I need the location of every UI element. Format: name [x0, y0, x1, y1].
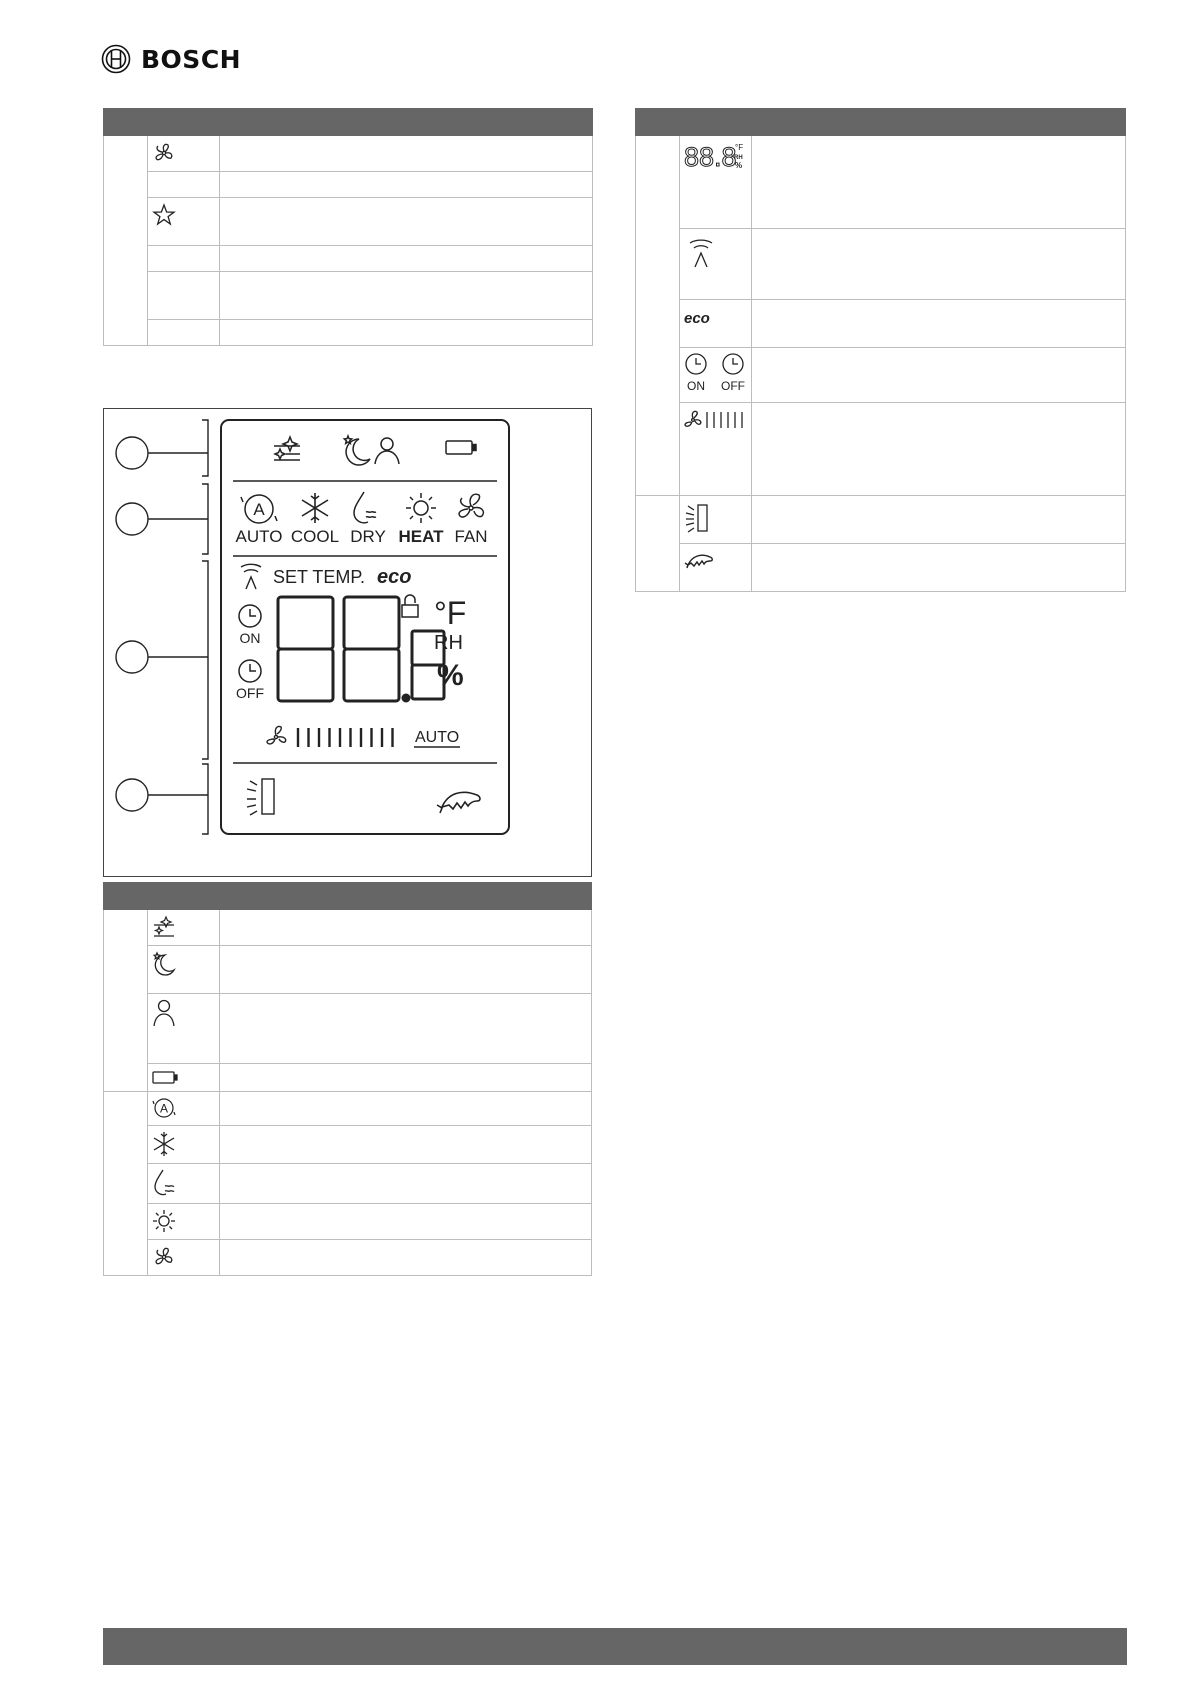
mode-label-auto: AUTO — [235, 527, 283, 546]
table-row — [104, 946, 592, 994]
auto-mode-icon — [241, 495, 277, 523]
snowflake-icon — [151, 1130, 177, 1158]
mode-label-cool: COOL — [290, 527, 340, 546]
fan-icon — [151, 140, 177, 166]
sun-icon — [151, 1208, 177, 1234]
table-row — [636, 544, 1126, 592]
lock-icon — [402, 595, 418, 617]
table-row — [104, 1064, 592, 1092]
group-cell — [104, 910, 148, 1092]
brand-logo — [101, 44, 241, 74]
sun-icon — [406, 493, 436, 523]
table-row — [104, 1204, 592, 1240]
light-icon — [247, 779, 274, 815]
fan-mode-icon — [459, 494, 483, 517]
auto-mode-icon — [151, 1096, 177, 1120]
callout-4 — [116, 764, 208, 834]
lcd-illustration — [104, 409, 591, 876]
group-cell — [104, 136, 148, 346]
symbol-table-bottom-left — [103, 882, 592, 1276]
small-unit-f: °F — [735, 143, 744, 152]
eco-label: eco — [377, 566, 412, 588]
group-cell — [636, 496, 680, 592]
table-row — [636, 348, 1126, 403]
table-row — [104, 1164, 592, 1204]
timer-on-label: ON — [239, 630, 261, 646]
svg-text:eco: eco — [684, 310, 710, 326]
table-row — [636, 136, 1126, 229]
unit-rh: RH — [434, 632, 463, 654]
table-row — [104, 910, 592, 946]
mode-label-fan: FAN — [454, 527, 488, 546]
table-row — [104, 272, 593, 320]
table-row — [104, 246, 593, 272]
small-unit-rh: RH — [734, 155, 743, 161]
mode-label-dry: DRY — [350, 527, 386, 546]
eco-icon — [683, 310, 715, 326]
dry-icon — [151, 1168, 177, 1198]
callout-2 — [116, 484, 208, 554]
table-header — [104, 109, 593, 136]
big-digits — [278, 597, 444, 701]
table-row — [104, 198, 593, 246]
ionizer-icon — [274, 437, 300, 460]
table-row — [104, 136, 593, 172]
table-row — [104, 1092, 592, 1126]
battery-icon — [151, 1068, 179, 1086]
table-row — [104, 1126, 592, 1164]
signal-icon — [686, 235, 716, 269]
mode-label-heat: HEAT — [398, 527, 444, 546]
table-row — [104, 1240, 592, 1276]
unit-percent: % — [437, 659, 464, 692]
table-row — [636, 300, 1126, 348]
small-unit-pct: % — [735, 161, 743, 170]
timer-off-label: OFF — [236, 685, 264, 701]
small-timer-off: OFF — [721, 379, 745, 393]
brand-name: BOSCH — [141, 44, 242, 74]
table-row — [636, 496, 1126, 544]
table-row — [104, 172, 593, 198]
table-row — [104, 320, 593, 346]
footer-bar — [103, 1628, 1127, 1665]
table-header — [104, 883, 592, 910]
digits-icon — [683, 140, 747, 172]
feel-icon — [683, 550, 713, 570]
callout-3 — [116, 561, 208, 759]
table-header — [636, 109, 1126, 136]
small-timer-on: ON — [687, 379, 705, 393]
sleep-icon — [344, 436, 370, 465]
small-digits: 88.8 — [684, 142, 737, 172]
symbol-table-top-left — [103, 108, 593, 346]
snowflake-icon — [302, 493, 328, 523]
set-temp-label: SET TEMP. — [273, 567, 366, 587]
feel-icon — [437, 792, 480, 813]
svg-text:A: A — [253, 500, 265, 519]
symbol-table-right — [635, 108, 1126, 592]
fan-speed-bars — [298, 728, 393, 747]
dry-icon — [354, 492, 376, 523]
fan-icon — [151, 1244, 177, 1270]
table-row — [636, 403, 1126, 496]
group-cell — [104, 1092, 148, 1276]
battery-icon — [446, 441, 476, 454]
timer-off-icon — [239, 660, 261, 682]
sleep-icon — [151, 950, 177, 976]
fan-speed-fan-icon — [267, 726, 286, 743]
person-icon — [375, 438, 399, 464]
display-diagram — [103, 408, 592, 877]
signal-icon — [241, 564, 261, 589]
star-icon — [151, 202, 177, 228]
fan-speed-icon — [683, 407, 749, 433]
table-row — [104, 994, 592, 1064]
unit-fahrenheit: °F — [434, 595, 467, 631]
fan-auto-label: AUTO — [415, 729, 460, 746]
mode-labels — [236, 527, 488, 546]
group-cell — [636, 136, 680, 496]
timer-icon — [683, 352, 749, 396]
callout-1 — [116, 420, 208, 476]
light-icon — [683, 502, 713, 534]
timer-on-icon — [239, 605, 261, 627]
ionizer-icon — [151, 914, 177, 940]
svg-text:A: A — [159, 1101, 169, 1116]
table-row — [636, 229, 1126, 300]
person-icon — [151, 998, 177, 1028]
bosch-logo-icon — [101, 44, 131, 74]
